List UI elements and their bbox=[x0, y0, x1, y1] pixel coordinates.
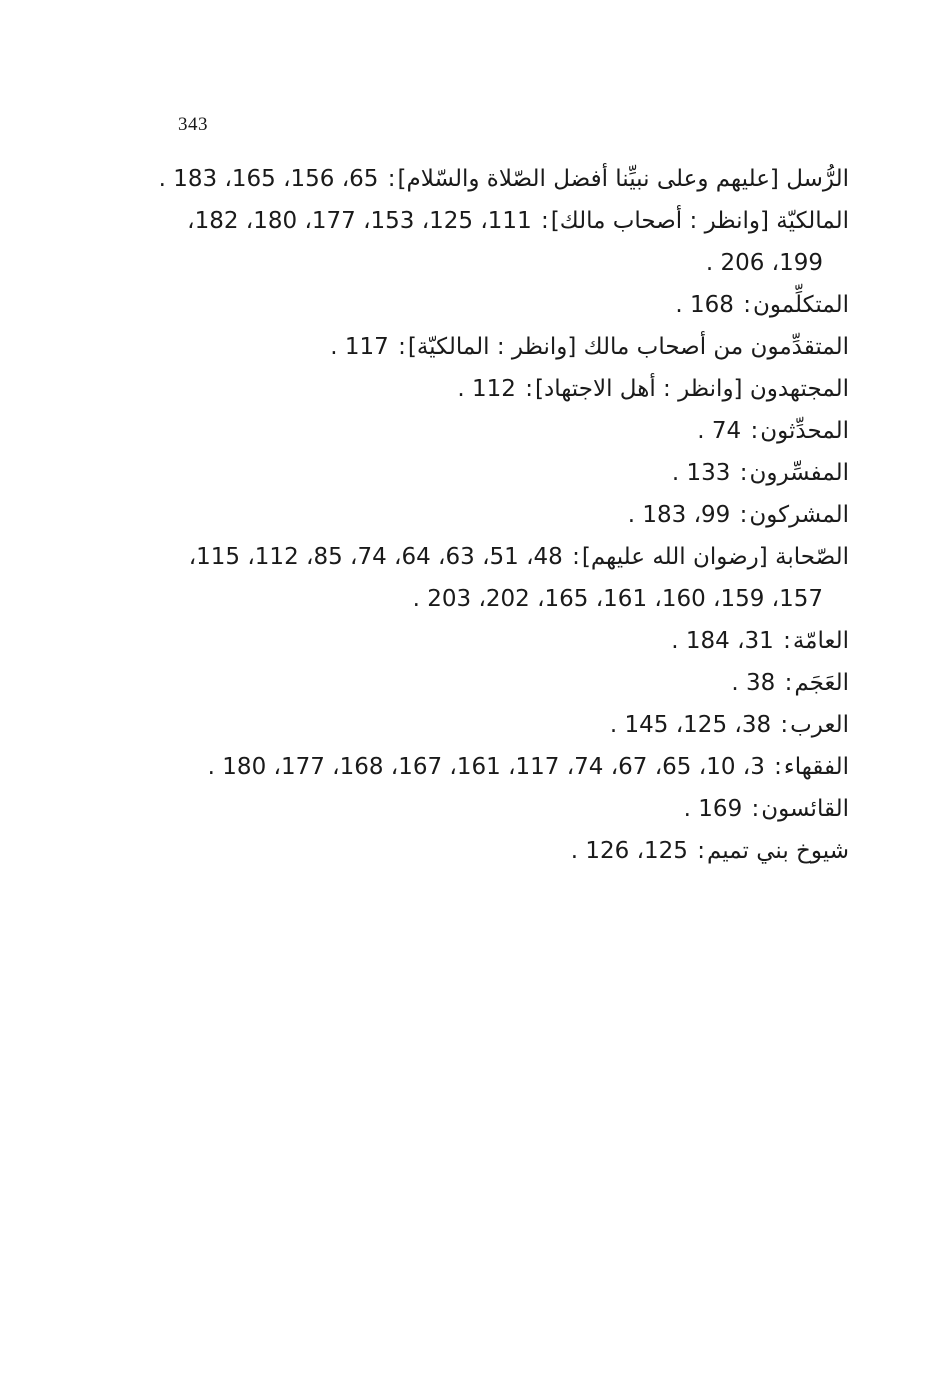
index-entry bbox=[149, 326, 849, 368]
index-entry bbox=[149, 788, 849, 830]
index-entry bbox=[149, 704, 849, 746]
index-entry bbox=[149, 662, 849, 704]
entry-pages: 74 . bbox=[697, 418, 742, 444]
entry-pages: 117 . bbox=[330, 334, 389, 360]
entry-pages: 125، 126 . bbox=[570, 838, 688, 864]
entry-separator: : bbox=[744, 796, 760, 822]
entry-pages: 133 . bbox=[671, 460, 731, 486]
entry-separator: : bbox=[380, 166, 396, 192]
entry-term: المتكلِّمون bbox=[752, 292, 849, 318]
entry-pages: 111، 125، 153، 177، 180، 182، bbox=[187, 208, 532, 234]
entry-separator: : bbox=[773, 712, 789, 738]
entry-term: المتقدِّمون من أصحاب مالك [وانظر : المالكيّة] bbox=[407, 334, 849, 360]
entry-pages: 112 . bbox=[457, 376, 516, 402]
entry-pages: 3، 10، 65، 67، 74، 117، 161، 167، 168، 177، 180 . bbox=[207, 754, 765, 780]
entry-separator: : bbox=[775, 628, 791, 654]
index-entry-continuation: 157، 159، 160، 161، 165، 202، 203 . bbox=[412, 586, 823, 612]
entry-term: العَجَم bbox=[794, 670, 849, 696]
entry-term: العامّة bbox=[792, 628, 849, 654]
entry-pages: 38 . bbox=[731, 670, 776, 696]
index-entry bbox=[149, 200, 849, 242]
entry-pages: 65، 156، 165، 183 . bbox=[158, 166, 379, 192]
entry-separator: : bbox=[564, 544, 580, 570]
index-entry bbox=[149, 536, 849, 578]
index-entry bbox=[149, 368, 849, 410]
index-entry bbox=[149, 284, 849, 326]
entry-separator: : bbox=[732, 460, 748, 486]
entry-term: القائسون bbox=[761, 796, 849, 822]
entry-pages: 99، 183 . bbox=[627, 502, 731, 528]
entry-term: المالكيّة [وانظر : أصحاب مالك] bbox=[550, 208, 849, 234]
entry-term: الرُّسل [عليهم وعلى نبيِّنا أفضل الصّلاة والسّلام] bbox=[397, 166, 849, 192]
entry-separator: : bbox=[735, 292, 751, 318]
entry-term: المجتهدون [وانظر : أهل الاجتهاد] bbox=[534, 376, 849, 402]
index-entry bbox=[149, 830, 849, 872]
entry-separator: : bbox=[743, 418, 759, 444]
index-entry bbox=[149, 746, 849, 788]
entry-term: المفسِّرون bbox=[749, 460, 849, 486]
entry-term: المحدِّثون bbox=[760, 418, 849, 444]
entry-separator: : bbox=[533, 208, 549, 234]
index-entry bbox=[149, 620, 849, 662]
entry-term: الصّحابة [رضوان الله عليهم] bbox=[581, 544, 849, 570]
index-entry-continuation: 199، 206 . bbox=[705, 250, 823, 276]
entry-term: العرب bbox=[790, 712, 849, 738]
index-entry bbox=[149, 158, 849, 200]
entry-separator: : bbox=[732, 502, 748, 528]
entry-pages: 168 . bbox=[675, 292, 734, 318]
entry-separator: : bbox=[517, 376, 533, 402]
entry-separator: : bbox=[766, 754, 782, 780]
entry-separator: : bbox=[777, 670, 793, 696]
entry-separator: : bbox=[689, 838, 705, 864]
entry-term: الفقهاء bbox=[783, 754, 849, 780]
entry-pages: 48، 51، 63، 64، 74، 85، 112، 115، bbox=[188, 544, 563, 570]
entry-term: شيوخ بني تميم bbox=[706, 838, 849, 864]
entry-separator: : bbox=[390, 334, 406, 360]
entry-term: المشركون bbox=[749, 502, 849, 528]
index-entry bbox=[149, 494, 849, 536]
index-entry bbox=[149, 410, 849, 452]
entry-pages: 169 . bbox=[683, 796, 743, 822]
page-number: 343 bbox=[178, 114, 208, 135]
index-entry bbox=[149, 452, 849, 494]
index-list bbox=[149, 158, 849, 872]
entry-pages: 38، 125، 145 . bbox=[609, 712, 772, 738]
entry-pages: 31، 184 . bbox=[671, 628, 774, 654]
